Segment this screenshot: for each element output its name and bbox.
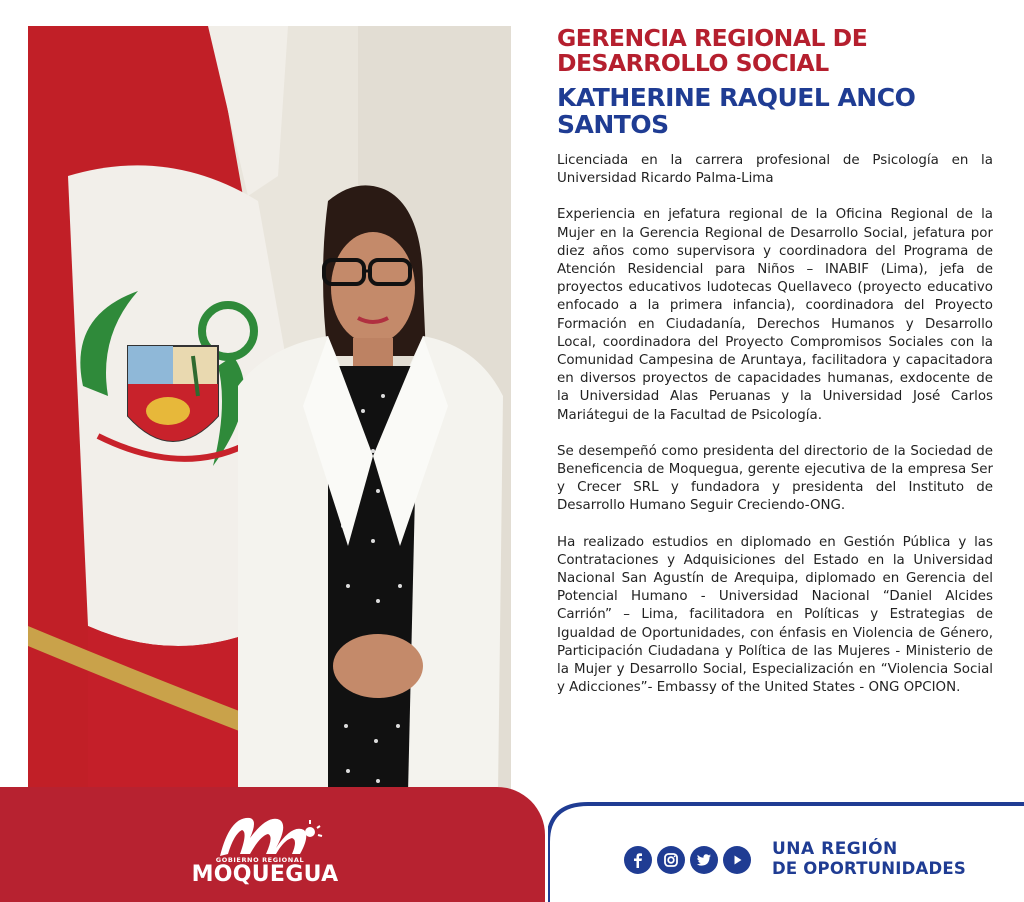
twitter-icon[interactable] [690,846,718,874]
facebook-icon[interactable] [624,846,652,874]
portrait-illustration [28,26,511,793]
portrait-photo [28,26,511,793]
person-name [557,84,993,138]
person-name-line-2: SANTOS [557,110,669,139]
bio-paragraph: Se desempeñó como presidenta del directorio de la Sociedad de Beneficencia de Moquegua, gerente ejecutiva de la empresa Ser y Crecer SRL y fundadora y presidenta del Instituto de Desarrollo Humano Seguir Creciendo-ONG. [557,443,993,514]
bio-paragraph: Licenciada en la carrera profesional de Psicología en la Universidad Ricardo Palma-Lima [557,153,993,187]
org-title-line-1: GERENCIA REGIONAL DE [557,24,868,52]
biography [557,152,993,697]
person-name-line-1: KATHERINE RAQUEL ANCO [557,83,916,112]
youtube-icon[interactable] [723,846,751,874]
org-title-line-2: DESARROLLO SOCIAL [557,49,829,77]
logo-subtitle: GOBIERNO REGIONAL [215,856,305,864]
social-icons [624,846,751,874]
bio-paragraph: Experiencia en jefatura regional de la Oficina Regional de la Mujer en la Gerencia Regional de Desarrollo Social, jefatura por diez años como supervisora y coordinadora del Programa de Atención Residencial para Niños – INABIF (Lima), jefa de proyectos educativos ludotecas Quellaveco (proyecto educativo enfocado a la primera infancia), coordinadora del Proyecto Formación en Ciudadanía, Derechos Humanos y Desarrollo Local, coordinadora del Proyecto Compromisos Sociales con la Comunidad Campesina de Aruntaya, facilitadora y capacitadora en diversos proyectos de capacidades humanas, exdocente de la Universidad Alas Peruanas y la Universidad José Carlos Mariátegui de la Facultad de Psicología. [557,207,993,423]
slogan-line-2: DE OPORTUNIDADES [772,859,966,878]
text-column [557,26,993,715]
instagram-icon[interactable] [657,846,685,874]
logo-title: MOQUEGUA [191,862,339,887]
slogan [772,840,1012,878]
bio-paragraph: Ha realizado estudios en diplomado en Gestión Pública y las Contrataciones y Adquisiciones del Estado en la Universidad Nacional San Agustín de Arequipa, diplomado en Gerencia del Potencial Humano - Universidad Nacional “Daniel Alcides Carrión” – Lima, facilitadora en Políticas y Estrategias de Igualdad de Oportunidades, con énfasis en Violencia de Género, Participación Ciudadana y Política de las Mujeres - Ministerio de la Mujer y Desarrollo Social, Especialización en “Violencia Social y Adicciones”- Embassy of the United States - ONG OPCION. [557,534,993,696]
slogan-line-1: UNA REGIÓN [772,839,898,859]
org-title [557,26,993,76]
